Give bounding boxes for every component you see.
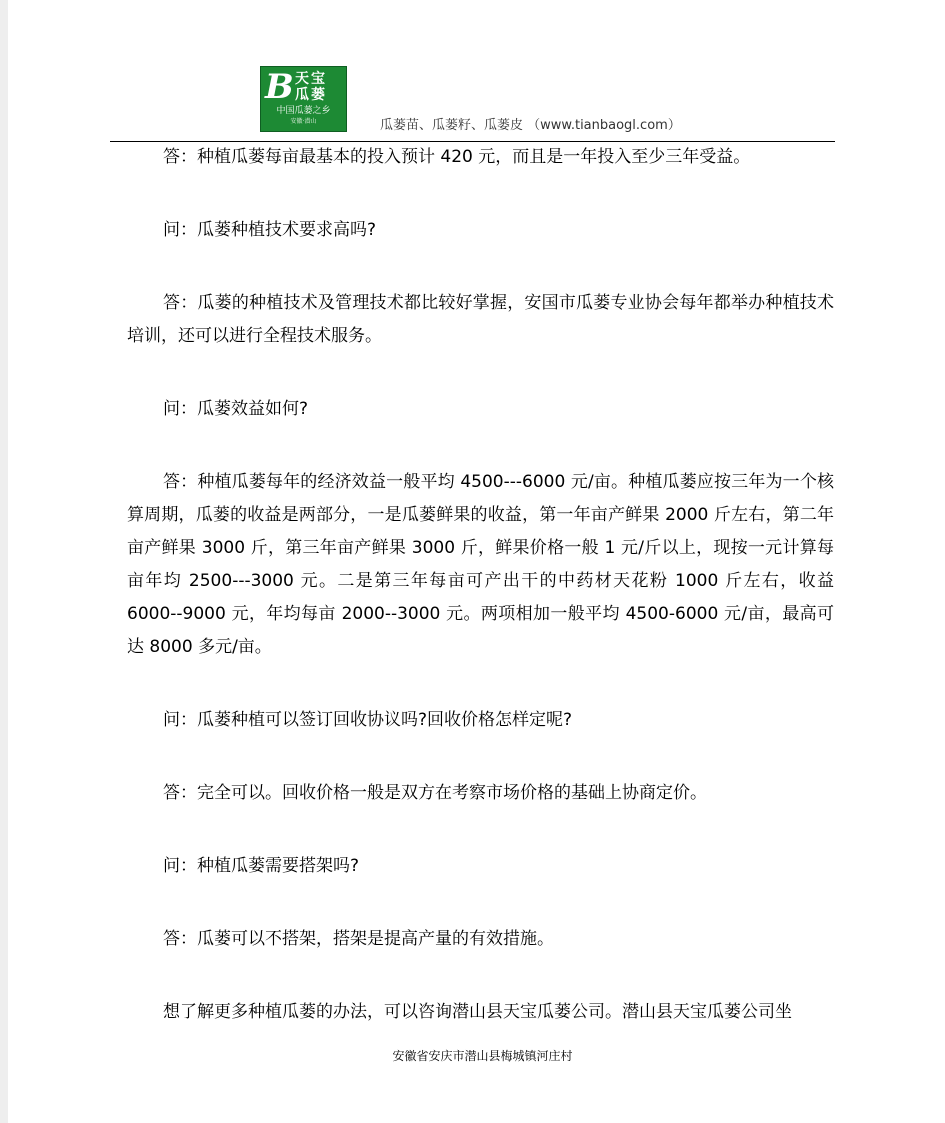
paragraph: 答：瓜蒌的种植技术及管理技术都比较好掌握，安国市瓜蒌专业协会每年都举办种植技术培训，还可以进行全程技术服务。 (127, 293, 834, 346)
paragraph: 答：种植瓜蒌每年的经济效益一般平均 4500---6000 元/亩。种植瓜蒌应按三年为一个核算周期，瓜蒌的收益是两部分，一是瓜蒌鲜果的收益，第一年亩产鲜果 2000 斤左右，第二年亩产鲜果 3000 斤，第三年亩产鲜果 3000 斤，鲜果价格一般 1 元/斤以上，现按一元计算每亩年均 2500---3000 元。二是第三年每亩可产出干的中药材天花粉 1000 斤左右，收益 6000--9000 元，年均每亩 2000--3000 元。两项相加一般平均 4500-6000 元/亩，最高可达 8000 多元/亩。 (127, 472, 834, 657)
logo-subtitle: 安徽·潜山 (290, 118, 317, 125)
paragraph: 问：瓜蒌种植技术要求高吗? (163, 220, 377, 240)
paragraph: 答：瓜蒌可以不搭架，搭架是提高产量的有效措施。 (163, 929, 554, 949)
header-tagline: 瓜蒌苗、瓜蒌籽、瓜蒌皮 （www.tianbaogl.com） (380, 118, 681, 133)
logo-mark: B (265, 67, 294, 107)
logo-brand-name: 天宝 瓜蒌 (295, 71, 327, 103)
paragraph: 答：种植瓜蒌每亩最基本的投入预计 420 元，而且是一年投入至少三年受益。 (163, 147, 751, 167)
page-edge (0, 0, 8, 1123)
page-footer-address: 安徽省安庆市潜山县梅城镇河庄村 (392, 1049, 573, 1063)
page-header (110, 66, 835, 142)
tianbao-logo (260, 66, 347, 132)
paragraph: 问：种植瓜蒌需要搭架吗? (163, 856, 360, 876)
paragraph: 问：瓜蒌种植可以签订回收协议吗?回收价格怎样定呢? (163, 710, 573, 730)
document-body (127, 141, 834, 1029)
paragraph: 问：瓜蒌效益如何? (163, 399, 309, 419)
logo-slogan: 中国瓜蒌之乡 (276, 106, 331, 116)
paragraph: 想了解更多种植瓜蒌的办法，可以咨询潜山县天宝瓜蒌公司。潜山县天宝瓜蒌公司坐 (163, 1002, 792, 1022)
paragraph: 答：完全可以。回收价格一般是双方在考察市场价格的基础上协商定价。 (163, 783, 707, 803)
